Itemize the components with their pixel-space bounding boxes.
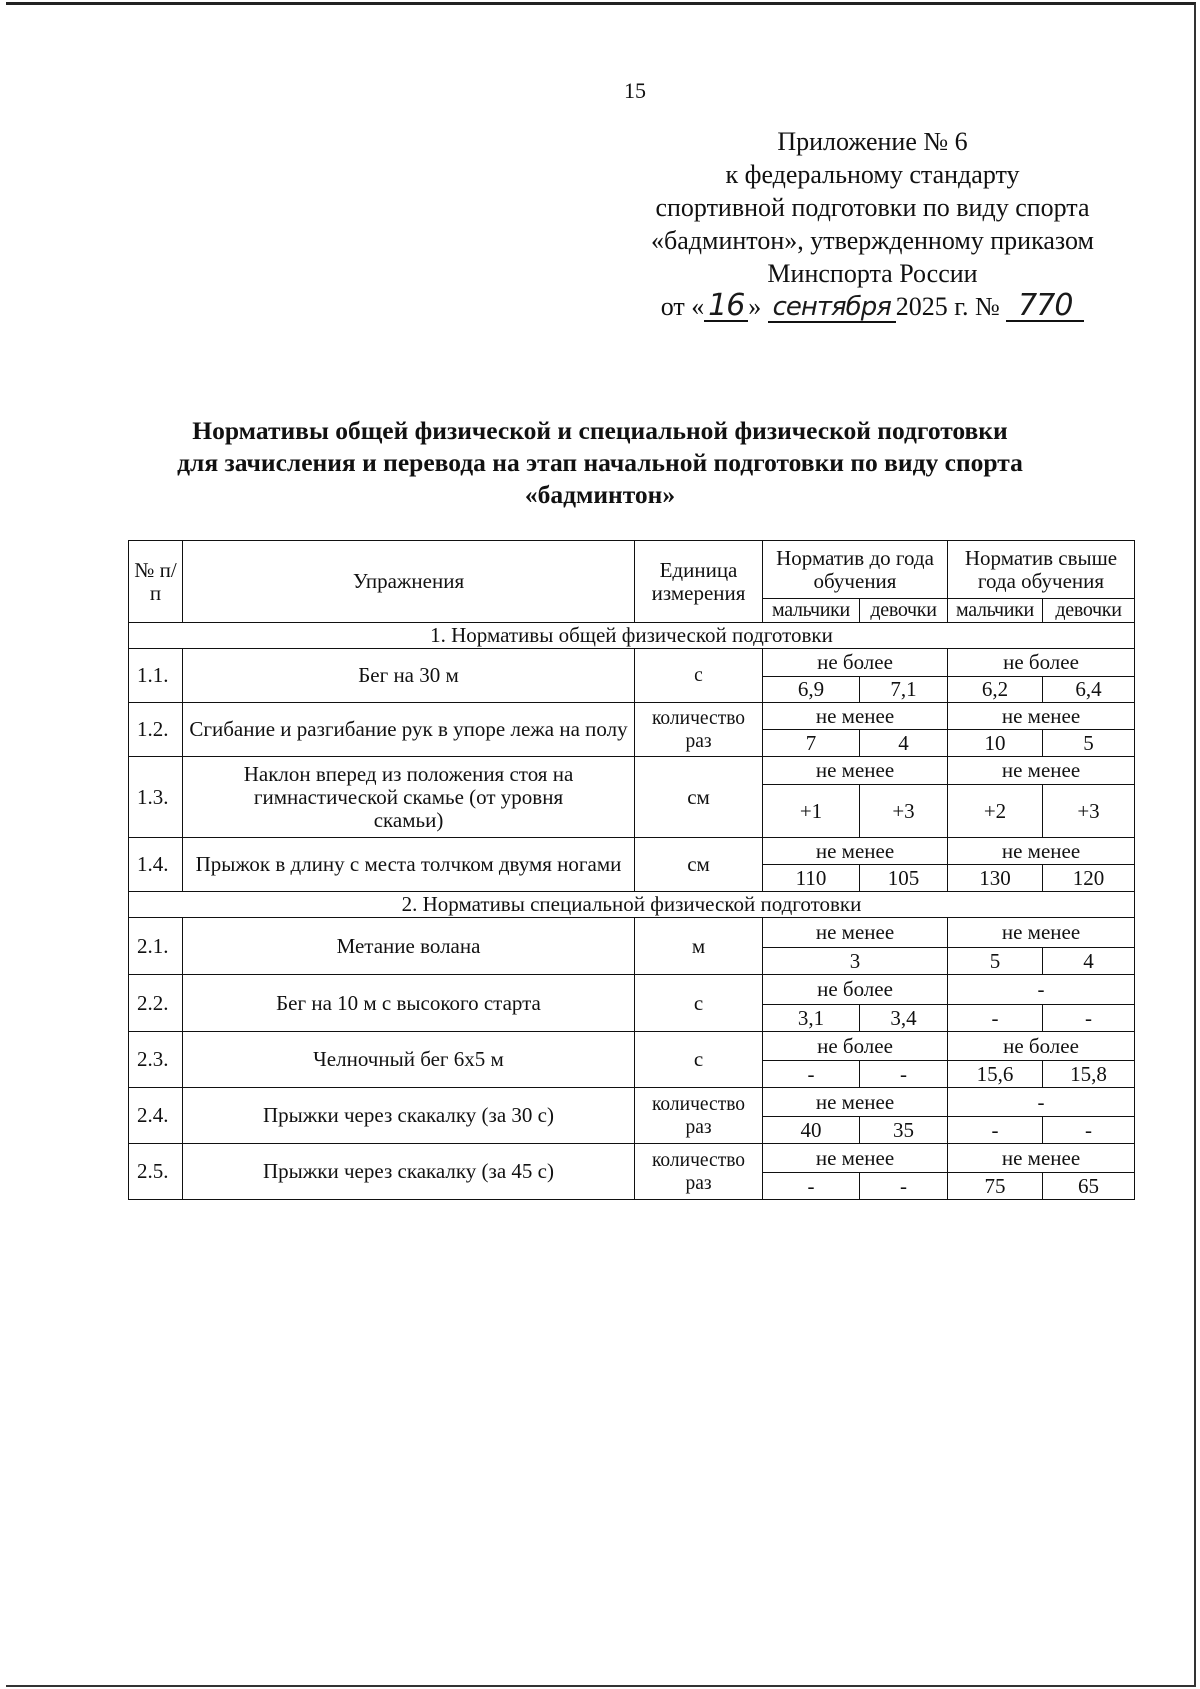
row-num: 1.2. <box>129 703 183 757</box>
row-unit: количество раз <box>635 703 763 757</box>
value-cell: +2 <box>948 785 1043 838</box>
value-cell: 7,1 <box>860 677 948 703</box>
row-unit: количество раз <box>635 1088 763 1144</box>
row-condition: не более <box>948 649 1135 677</box>
appendix-line: «бадминтон», утвержденному приказом <box>651 226 1094 255</box>
row-condition: не менее <box>948 1144 1135 1173</box>
norms-table <box>128 540 1135 1200</box>
value-cell: 75 <box>948 1173 1043 1200</box>
value-cell: 120 <box>1043 865 1135 892</box>
row-exercise: Прыжки через скакалку (за 45 с) <box>183 1144 635 1200</box>
value-cell: - <box>763 1061 860 1088</box>
value-cell: +3 <box>1043 785 1135 838</box>
section-title: 1. Нормативы общей физической подготовки <box>129 623 1135 649</box>
row-exercise: Сгибание и разгибание рук в упоре лежа на полу <box>183 703 635 757</box>
row-unit: см <box>635 757 763 838</box>
value-cell: 4 <box>1043 948 1135 975</box>
row-num: 2.2. <box>129 975 183 1032</box>
appendix-block <box>600 125 1145 323</box>
row-condition: не более <box>948 1032 1135 1061</box>
row-exercise: Наклон вперед из положения стоя на гимнастической скамье (от уровня скамьи) <box>183 757 635 838</box>
row-condition: не менее <box>948 757 1135 785</box>
value-cell: 5 <box>1043 730 1135 757</box>
header-norm-year1: Норматив до года обучения <box>763 541 948 599</box>
row-num: 2.5. <box>129 1144 183 1200</box>
date-year: 2025 г. № <box>895 292 1000 321</box>
value-cell: 5 <box>948 948 1043 975</box>
title-line: для зачисления и перевода на этап начальной подготовки по виду спорта <box>177 448 1023 477</box>
row-num: 1.3. <box>129 757 183 838</box>
row-unit: с <box>635 975 763 1032</box>
value-cell: - <box>763 1173 860 1200</box>
row-condition: не менее <box>948 703 1135 730</box>
title-line: «бадминтон» <box>524 480 676 509</box>
order-date-line <box>600 290 1145 323</box>
row-exercise: Челночный бег 6х5 м <box>183 1032 635 1088</box>
value-cell: +1 <box>763 785 860 838</box>
row-unit: количество раз <box>635 1144 763 1200</box>
value-cell: - <box>1043 1117 1135 1144</box>
row-unit: см <box>635 838 763 892</box>
row-unit: с <box>635 649 763 703</box>
value-cell: 3 <box>763 948 948 975</box>
value-cell: - <box>1043 1005 1135 1032</box>
header-boys: мальчики <box>948 599 1043 623</box>
value-cell: 6,2 <box>948 677 1043 703</box>
row-exercise: Прыжок в длину с места толчком двумя ногами <box>183 838 635 892</box>
value-cell: 40 <box>763 1117 860 1144</box>
row-exercise: Бег на 10 м с высокого старта <box>183 975 635 1032</box>
value-cell: 6,9 <box>763 677 860 703</box>
row-condition: не менее <box>763 838 948 865</box>
row-condition: не менее <box>763 703 948 730</box>
value-cell: - <box>948 1117 1043 1144</box>
row-condition: - <box>948 975 1135 1005</box>
value-cell: 105 <box>860 865 948 892</box>
table-row <box>129 838 1135 865</box>
row-num: 2.3. <box>129 1032 183 1088</box>
table-row <box>129 975 1135 1005</box>
table-row <box>129 918 1135 948</box>
section-title: 2. Нормативы специальной физической подготовки <box>129 892 1135 918</box>
table-row <box>129 703 1135 730</box>
row-num: 2.4. <box>129 1088 183 1144</box>
row-condition: не более <box>763 1032 948 1061</box>
row-exercise: Бег на 30 м <box>183 649 635 703</box>
value-cell: +3 <box>860 785 948 838</box>
document-title <box>100 415 1100 511</box>
value-cell: 35 <box>860 1117 948 1144</box>
value-cell: 65 <box>1043 1173 1135 1200</box>
value-cell: 4 <box>860 730 948 757</box>
value-cell: 10 <box>948 730 1043 757</box>
row-condition: не более <box>763 975 948 1005</box>
header-girls: девочки <box>860 599 948 623</box>
date-mid: » <box>748 292 762 321</box>
row-condition: не менее <box>763 1088 948 1117</box>
table-row <box>129 649 1135 677</box>
table-row <box>129 757 1135 785</box>
header-norm-above: Норматив свыше года обучения <box>948 541 1135 599</box>
handwritten-month: сентября <box>768 293 896 323</box>
header-exercise: Упражнения <box>183 541 635 623</box>
handwritten-day: 16 <box>704 292 748 322</box>
value-cell: 15,8 <box>1043 1061 1135 1088</box>
row-condition: не более <box>763 649 948 677</box>
value-cell: 3,1 <box>763 1005 860 1032</box>
row-exercise: Метание волана <box>183 918 635 975</box>
header-girls: девочки <box>1043 599 1135 623</box>
appendix-line: спортивной подготовки по виду спорта <box>655 193 1090 222</box>
row-num: 2.1. <box>129 918 183 975</box>
appendix-line: Приложение № 6 <box>777 127 968 156</box>
header-unit: Единица измерения <box>635 541 763 623</box>
section-row <box>129 892 1135 918</box>
header-boys: мальчики <box>763 599 860 623</box>
row-condition: не менее <box>763 757 948 785</box>
row-unit: м <box>635 918 763 975</box>
appendix-line: Минспорта России <box>767 259 978 288</box>
row-num: 1.1. <box>129 649 183 703</box>
header-row <box>129 541 1135 599</box>
row-condition: не менее <box>948 838 1135 865</box>
value-cell: 6,4 <box>1043 677 1135 703</box>
row-condition: - <box>948 1088 1135 1117</box>
header-num: № п/п <box>129 541 183 623</box>
value-cell: 130 <box>948 865 1043 892</box>
row-num: 1.4. <box>129 838 183 892</box>
value-cell: - <box>948 1005 1043 1032</box>
value-cell: 15,6 <box>948 1061 1043 1088</box>
table-row <box>129 1088 1135 1117</box>
row-condition: не менее <box>763 1144 948 1173</box>
table-row <box>129 1144 1135 1173</box>
section-row <box>129 623 1135 649</box>
title-line: Нормативы общей физической и специальной физической подготовки <box>192 416 1008 445</box>
value-cell: - <box>860 1061 948 1088</box>
row-condition: не менее <box>948 918 1135 948</box>
value-cell: 110 <box>763 865 860 892</box>
value-cell: - <box>860 1173 948 1200</box>
row-exercise: Прыжки через скакалку (за 30 с) <box>183 1088 635 1144</box>
handwritten-order-number: 770 <box>1006 292 1084 322</box>
row-condition: не менее <box>763 918 948 948</box>
page-number: 15 <box>624 78 646 103</box>
value-cell: 7 <box>763 730 860 757</box>
table-row <box>129 1032 1135 1061</box>
row-unit: с <box>635 1032 763 1088</box>
date-prefix: от « <box>660 292 705 321</box>
value-cell: 3,4 <box>860 1005 948 1032</box>
appendix-line: к федеральному стандарту <box>725 160 1020 189</box>
